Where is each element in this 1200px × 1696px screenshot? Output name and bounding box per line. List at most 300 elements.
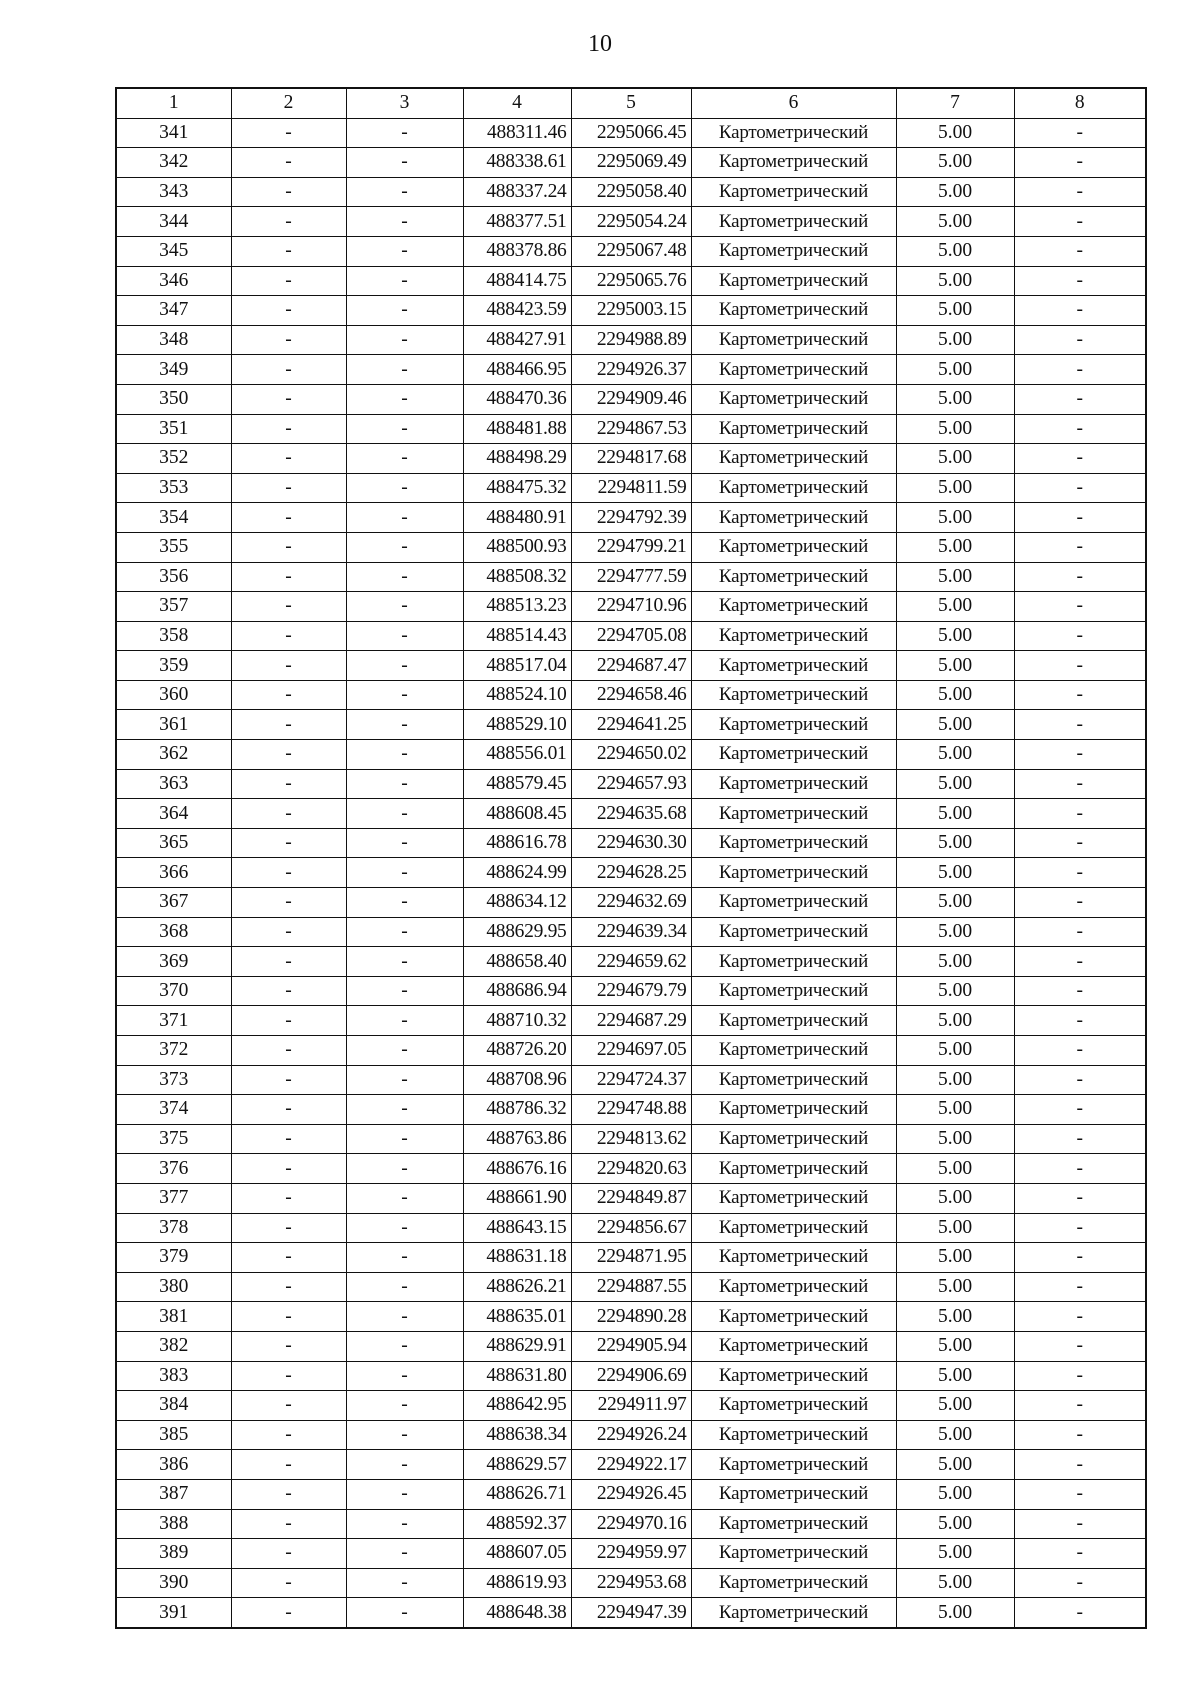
col3-cell: - (346, 1450, 463, 1480)
method-cell: Картометрический (691, 592, 896, 622)
col3-cell: - (346, 1213, 463, 1243)
y-coordinate-cell: 2294909.46 (571, 384, 691, 414)
x-coordinate-cell: 488786.32 (463, 1095, 571, 1125)
point-number-cell: 349 (116, 355, 231, 385)
x-coordinate-cell: 488616.78 (463, 828, 571, 858)
method-cell: Картометрический (691, 858, 896, 888)
col2-cell: - (231, 1154, 346, 1184)
point-number-cell: 344 (116, 207, 231, 237)
method-cell: Картометрический (691, 1598, 896, 1628)
y-coordinate-cell: 2294777.59 (571, 562, 691, 592)
x-coordinate-cell: 488427.91 (463, 325, 571, 355)
point-number-cell: 375 (116, 1124, 231, 1154)
col3-cell: - (346, 592, 463, 622)
col8-cell: - (1014, 207, 1146, 237)
x-coordinate-cell: 488686.94 (463, 976, 571, 1006)
column-header: 7 (896, 88, 1014, 118)
point-number-cell: 365 (116, 828, 231, 858)
col2-cell: - (231, 1568, 346, 1598)
col2-cell: - (231, 680, 346, 710)
method-cell: Картометрический (691, 562, 896, 592)
col3-cell: - (346, 148, 463, 178)
method-cell: Картометрический (691, 710, 896, 740)
accuracy-cell: 5.00 (896, 207, 1014, 237)
y-coordinate-cell: 2294947.39 (571, 1598, 691, 1628)
point-number-cell: 361 (116, 710, 231, 740)
col2-cell: - (231, 1036, 346, 1066)
y-coordinate-cell: 2295065.76 (571, 266, 691, 296)
x-coordinate-cell: 488658.40 (463, 947, 571, 977)
point-number-cell: 386 (116, 1450, 231, 1480)
table-row (116, 799, 1146, 829)
y-coordinate-cell: 2294988.89 (571, 325, 691, 355)
point-number-cell: 356 (116, 562, 231, 592)
x-coordinate-cell: 488661.90 (463, 1183, 571, 1213)
x-coordinate-cell: 488529.10 (463, 710, 571, 740)
y-coordinate-cell: 2294635.68 (571, 799, 691, 829)
y-coordinate-cell: 2294953.68 (571, 1568, 691, 1598)
accuracy-cell: 5.00 (896, 384, 1014, 414)
accuracy-cell: 5.00 (896, 1568, 1014, 1598)
col2-cell: - (231, 503, 346, 533)
point-number-cell: 388 (116, 1509, 231, 1539)
y-coordinate-cell: 2295067.48 (571, 236, 691, 266)
y-coordinate-cell: 2294697.05 (571, 1036, 691, 1066)
col8-cell: - (1014, 118, 1146, 148)
accuracy-cell: 5.00 (896, 799, 1014, 829)
accuracy-cell: 5.00 (896, 1391, 1014, 1421)
col3-cell: - (346, 1243, 463, 1273)
x-coordinate-cell: 488481.88 (463, 414, 571, 444)
col3-cell: - (346, 976, 463, 1006)
table-row (116, 1124, 1146, 1154)
y-coordinate-cell: 2294799.21 (571, 532, 691, 562)
accuracy-cell: 5.00 (896, 1183, 1014, 1213)
x-coordinate-cell: 488763.86 (463, 1124, 571, 1154)
col8-cell: - (1014, 651, 1146, 681)
table-header-row (116, 88, 1146, 118)
column-header: 3 (346, 88, 463, 118)
point-number-cell: 379 (116, 1243, 231, 1273)
table-row (116, 621, 1146, 651)
y-coordinate-cell: 2294628.25 (571, 858, 691, 888)
table-row (116, 177, 1146, 207)
method-cell: Картометрический (691, 1272, 896, 1302)
point-number-cell: 371 (116, 1006, 231, 1036)
accuracy-cell: 5.00 (896, 473, 1014, 503)
col8-cell: - (1014, 266, 1146, 296)
x-coordinate-cell: 488592.37 (463, 1509, 571, 1539)
accuracy-cell: 5.00 (896, 325, 1014, 355)
point-number-cell: 342 (116, 148, 231, 178)
coordinates-table (115, 87, 1147, 1629)
point-number-cell: 346 (116, 266, 231, 296)
point-number-cell: 357 (116, 592, 231, 622)
col2-cell: - (231, 976, 346, 1006)
point-number-cell: 345 (116, 236, 231, 266)
accuracy-cell: 5.00 (896, 1154, 1014, 1184)
table-row (116, 1302, 1146, 1332)
y-coordinate-cell: 2294887.55 (571, 1272, 691, 1302)
col3-cell: - (346, 1065, 463, 1095)
col8-cell: - (1014, 680, 1146, 710)
col3-cell: - (346, 1006, 463, 1036)
column-header: 1 (116, 88, 231, 118)
y-coordinate-cell: 2294658.46 (571, 680, 691, 710)
accuracy-cell: 5.00 (896, 532, 1014, 562)
point-number-cell: 360 (116, 680, 231, 710)
col3-cell: - (346, 1598, 463, 1628)
x-coordinate-cell: 488635.01 (463, 1302, 571, 1332)
col2-cell: - (231, 858, 346, 888)
method-cell: Картометрический (691, 414, 896, 444)
table-row (116, 710, 1146, 740)
y-coordinate-cell: 2295058.40 (571, 177, 691, 207)
col2-cell: - (231, 740, 346, 770)
point-number-cell: 352 (116, 444, 231, 474)
x-coordinate-cell: 488626.21 (463, 1272, 571, 1302)
col8-cell: - (1014, 710, 1146, 740)
col2-cell: - (231, 148, 346, 178)
x-coordinate-cell: 488414.75 (463, 266, 571, 296)
col8-cell: - (1014, 148, 1146, 178)
method-cell: Картометрический (691, 828, 896, 858)
method-cell: Картометрический (691, 1391, 896, 1421)
accuracy-cell: 5.00 (896, 621, 1014, 651)
y-coordinate-cell: 2294710.96 (571, 592, 691, 622)
accuracy-cell: 5.00 (896, 888, 1014, 918)
accuracy-cell: 5.00 (896, 1361, 1014, 1391)
method-cell: Картометрический (691, 532, 896, 562)
point-number-cell: 347 (116, 296, 231, 326)
col2-cell: - (231, 1243, 346, 1273)
y-coordinate-cell: 2295066.45 (571, 118, 691, 148)
x-coordinate-cell: 488517.04 (463, 651, 571, 681)
method-cell: Картометрический (691, 917, 896, 947)
point-number-cell: 355 (116, 532, 231, 562)
table-row (116, 355, 1146, 385)
y-coordinate-cell: 2294911.97 (571, 1391, 691, 1421)
accuracy-cell: 5.00 (896, 1006, 1014, 1036)
accuracy-cell: 5.00 (896, 1095, 1014, 1125)
col2-cell: - (231, 236, 346, 266)
table-row (116, 1331, 1146, 1361)
y-coordinate-cell: 2294926.24 (571, 1420, 691, 1450)
table-row (116, 503, 1146, 533)
method-cell: Картометрический (691, 503, 896, 533)
x-coordinate-cell: 488423.59 (463, 296, 571, 326)
x-coordinate-cell: 488524.10 (463, 680, 571, 710)
col3-cell: - (346, 1124, 463, 1154)
accuracy-cell: 5.00 (896, 1243, 1014, 1273)
col8-cell: - (1014, 532, 1146, 562)
method-cell: Картометрический (691, 976, 896, 1006)
col8-cell: - (1014, 473, 1146, 503)
table-row (116, 1598, 1146, 1628)
col8-cell: - (1014, 1272, 1146, 1302)
table-row (116, 1450, 1146, 1480)
x-coordinate-cell: 488619.93 (463, 1568, 571, 1598)
x-coordinate-cell: 488513.23 (463, 592, 571, 622)
column-header: 2 (231, 88, 346, 118)
point-number-cell: 362 (116, 740, 231, 770)
table-row (116, 680, 1146, 710)
x-coordinate-cell: 488642.95 (463, 1391, 571, 1421)
table-row (116, 1509, 1146, 1539)
accuracy-cell: 5.00 (896, 414, 1014, 444)
point-number-cell: 380 (116, 1272, 231, 1302)
col8-cell: - (1014, 1391, 1146, 1421)
x-coordinate-cell: 488708.96 (463, 1065, 571, 1095)
method-cell: Картометрический (691, 1006, 896, 1036)
table-row (116, 1183, 1146, 1213)
col2-cell: - (231, 888, 346, 918)
method-cell: Картометрический (691, 1479, 896, 1509)
table-row (116, 444, 1146, 474)
method-cell: Картометрический (691, 296, 896, 326)
point-number-cell: 387 (116, 1479, 231, 1509)
col3-cell: - (346, 1539, 463, 1569)
x-coordinate-cell: 488608.45 (463, 799, 571, 829)
method-cell: Картометрический (691, 236, 896, 266)
y-coordinate-cell: 2294630.30 (571, 828, 691, 858)
accuracy-cell: 5.00 (896, 1302, 1014, 1332)
col8-cell: - (1014, 1479, 1146, 1509)
col8-cell: - (1014, 1006, 1146, 1036)
point-number-cell: 358 (116, 621, 231, 651)
accuracy-cell: 5.00 (896, 1272, 1014, 1302)
col3-cell: - (346, 1272, 463, 1302)
col3-cell: - (346, 296, 463, 326)
col8-cell: - (1014, 1450, 1146, 1480)
y-coordinate-cell: 2294687.47 (571, 651, 691, 681)
accuracy-cell: 5.00 (896, 118, 1014, 148)
y-coordinate-cell: 2295069.49 (571, 148, 691, 178)
accuracy-cell: 5.00 (896, 1450, 1014, 1480)
method-cell: Картометрический (691, 740, 896, 770)
method-cell: Картометрический (691, 680, 896, 710)
method-cell: Картометрический (691, 1095, 896, 1125)
col2-cell: - (231, 651, 346, 681)
col2-cell: - (231, 1302, 346, 1332)
col8-cell: - (1014, 1331, 1146, 1361)
accuracy-cell: 5.00 (896, 266, 1014, 296)
col2-cell: - (231, 1331, 346, 1361)
col3-cell: - (346, 444, 463, 474)
y-coordinate-cell: 2294641.25 (571, 710, 691, 740)
col2-cell: - (231, 1391, 346, 1421)
point-number-cell: 373 (116, 1065, 231, 1095)
x-coordinate-cell: 488579.45 (463, 769, 571, 799)
x-coordinate-cell: 488466.95 (463, 355, 571, 385)
method-cell: Картометрический (691, 1361, 896, 1391)
x-coordinate-cell: 488498.29 (463, 444, 571, 474)
col2-cell: - (231, 414, 346, 444)
col8-cell: - (1014, 740, 1146, 770)
col8-cell: - (1014, 1124, 1146, 1154)
col8-cell: - (1014, 592, 1146, 622)
x-coordinate-cell: 488643.15 (463, 1213, 571, 1243)
accuracy-cell: 5.00 (896, 503, 1014, 533)
col3-cell: - (346, 1420, 463, 1450)
col8-cell: - (1014, 1065, 1146, 1095)
accuracy-cell: 5.00 (896, 1065, 1014, 1095)
y-coordinate-cell: 2294867.53 (571, 414, 691, 444)
col3-cell: - (346, 651, 463, 681)
x-coordinate-cell: 488629.57 (463, 1450, 571, 1480)
point-number-cell: 381 (116, 1302, 231, 1332)
accuracy-cell: 5.00 (896, 444, 1014, 474)
col8-cell: - (1014, 1036, 1146, 1066)
x-coordinate-cell: 488631.18 (463, 1243, 571, 1273)
col3-cell: - (346, 266, 463, 296)
col3-cell: - (346, 384, 463, 414)
col2-cell: - (231, 562, 346, 592)
table-row (116, 1213, 1146, 1243)
col8-cell: - (1014, 384, 1146, 414)
col2-cell: - (231, 1598, 346, 1628)
col2-cell: - (231, 769, 346, 799)
x-coordinate-cell: 488470.36 (463, 384, 571, 414)
x-coordinate-cell: 488311.46 (463, 118, 571, 148)
column-header: 6 (691, 88, 896, 118)
accuracy-cell: 5.00 (896, 680, 1014, 710)
col3-cell: - (346, 1331, 463, 1361)
method-cell: Картометрический (691, 1420, 896, 1450)
col3-cell: - (346, 118, 463, 148)
col2-cell: - (231, 947, 346, 977)
accuracy-cell: 5.00 (896, 1479, 1014, 1509)
table-row (116, 1154, 1146, 1184)
table-row (116, 473, 1146, 503)
col3-cell: - (346, 740, 463, 770)
col2-cell: - (231, 296, 346, 326)
col3-cell: - (346, 1479, 463, 1509)
accuracy-cell: 5.00 (896, 769, 1014, 799)
point-number-cell: 382 (116, 1331, 231, 1361)
table-row (116, 740, 1146, 770)
col2-cell: - (231, 828, 346, 858)
accuracy-cell: 5.00 (896, 1509, 1014, 1539)
y-coordinate-cell: 2294849.87 (571, 1183, 691, 1213)
y-coordinate-cell: 2294705.08 (571, 621, 691, 651)
point-number-cell: 374 (116, 1095, 231, 1125)
point-number-cell: 370 (116, 976, 231, 1006)
point-number-cell: 351 (116, 414, 231, 444)
col3-cell: - (346, 1036, 463, 1066)
col2-cell: - (231, 355, 346, 385)
col8-cell: - (1014, 621, 1146, 651)
col3-cell: - (346, 1095, 463, 1125)
y-coordinate-cell: 2294748.88 (571, 1095, 691, 1125)
table-row (116, 266, 1146, 296)
y-coordinate-cell: 2294657.93 (571, 769, 691, 799)
table-row (116, 236, 1146, 266)
col2-cell: - (231, 1124, 346, 1154)
col8-cell: - (1014, 414, 1146, 444)
accuracy-cell: 5.00 (896, 562, 1014, 592)
col2-cell: - (231, 266, 346, 296)
col8-cell: - (1014, 1539, 1146, 1569)
table-row (116, 1420, 1146, 1450)
accuracy-cell: 5.00 (896, 917, 1014, 947)
y-coordinate-cell: 2294817.68 (571, 444, 691, 474)
point-number-cell: 350 (116, 384, 231, 414)
accuracy-cell: 5.00 (896, 976, 1014, 1006)
col3-cell: - (346, 799, 463, 829)
col2-cell: - (231, 444, 346, 474)
method-cell: Картометрический (691, 177, 896, 207)
col8-cell: - (1014, 177, 1146, 207)
col2-cell: - (231, 1420, 346, 1450)
col3-cell: - (346, 1391, 463, 1421)
col3-cell: - (346, 1509, 463, 1539)
table-row (116, 917, 1146, 947)
method-cell: Картометрический (691, 118, 896, 148)
point-number-cell: 391 (116, 1598, 231, 1628)
col2-cell: - (231, 917, 346, 947)
method-cell: Картометрический (691, 355, 896, 385)
method-cell: Картометрический (691, 1183, 896, 1213)
y-coordinate-cell: 2294970.16 (571, 1509, 691, 1539)
col2-cell: - (231, 384, 346, 414)
col2-cell: - (231, 710, 346, 740)
col8-cell: - (1014, 562, 1146, 592)
y-coordinate-cell: 2295003.15 (571, 296, 691, 326)
col8-cell: - (1014, 236, 1146, 266)
table-row (116, 976, 1146, 1006)
col3-cell: - (346, 1568, 463, 1598)
accuracy-cell: 5.00 (896, 355, 1014, 385)
table-row (116, 888, 1146, 918)
col8-cell: - (1014, 1243, 1146, 1273)
accuracy-cell: 5.00 (896, 651, 1014, 681)
table-row (116, 296, 1146, 326)
col2-cell: - (231, 118, 346, 148)
col8-cell: - (1014, 1302, 1146, 1332)
accuracy-cell: 5.00 (896, 296, 1014, 326)
col2-cell: - (231, 1006, 346, 1036)
table-row (116, 1065, 1146, 1095)
col2-cell: - (231, 1272, 346, 1302)
table-row (116, 1006, 1146, 1036)
y-coordinate-cell: 2294687.29 (571, 1006, 691, 1036)
method-cell: Картометрический (691, 651, 896, 681)
col3-cell: - (346, 414, 463, 444)
point-number-cell: 354 (116, 503, 231, 533)
y-coordinate-cell: 2294922.17 (571, 1450, 691, 1480)
col3-cell: - (346, 1302, 463, 1332)
y-coordinate-cell: 2294650.02 (571, 740, 691, 770)
table-row (116, 947, 1146, 977)
point-number-cell: 341 (116, 118, 231, 148)
x-coordinate-cell: 488556.01 (463, 740, 571, 770)
col2-cell: - (231, 1509, 346, 1539)
accuracy-cell: 5.00 (896, 148, 1014, 178)
col8-cell: - (1014, 828, 1146, 858)
col8-cell: - (1014, 1568, 1146, 1598)
table-row (116, 1361, 1146, 1391)
col8-cell: - (1014, 444, 1146, 474)
y-coordinate-cell: 2294632.69 (571, 888, 691, 918)
x-coordinate-cell: 488710.32 (463, 1006, 571, 1036)
col2-cell: - (231, 1361, 346, 1391)
accuracy-cell: 5.00 (896, 592, 1014, 622)
col8-cell: - (1014, 888, 1146, 918)
x-coordinate-cell: 488629.95 (463, 917, 571, 947)
accuracy-cell: 5.00 (896, 828, 1014, 858)
x-coordinate-cell: 488634.12 (463, 888, 571, 918)
